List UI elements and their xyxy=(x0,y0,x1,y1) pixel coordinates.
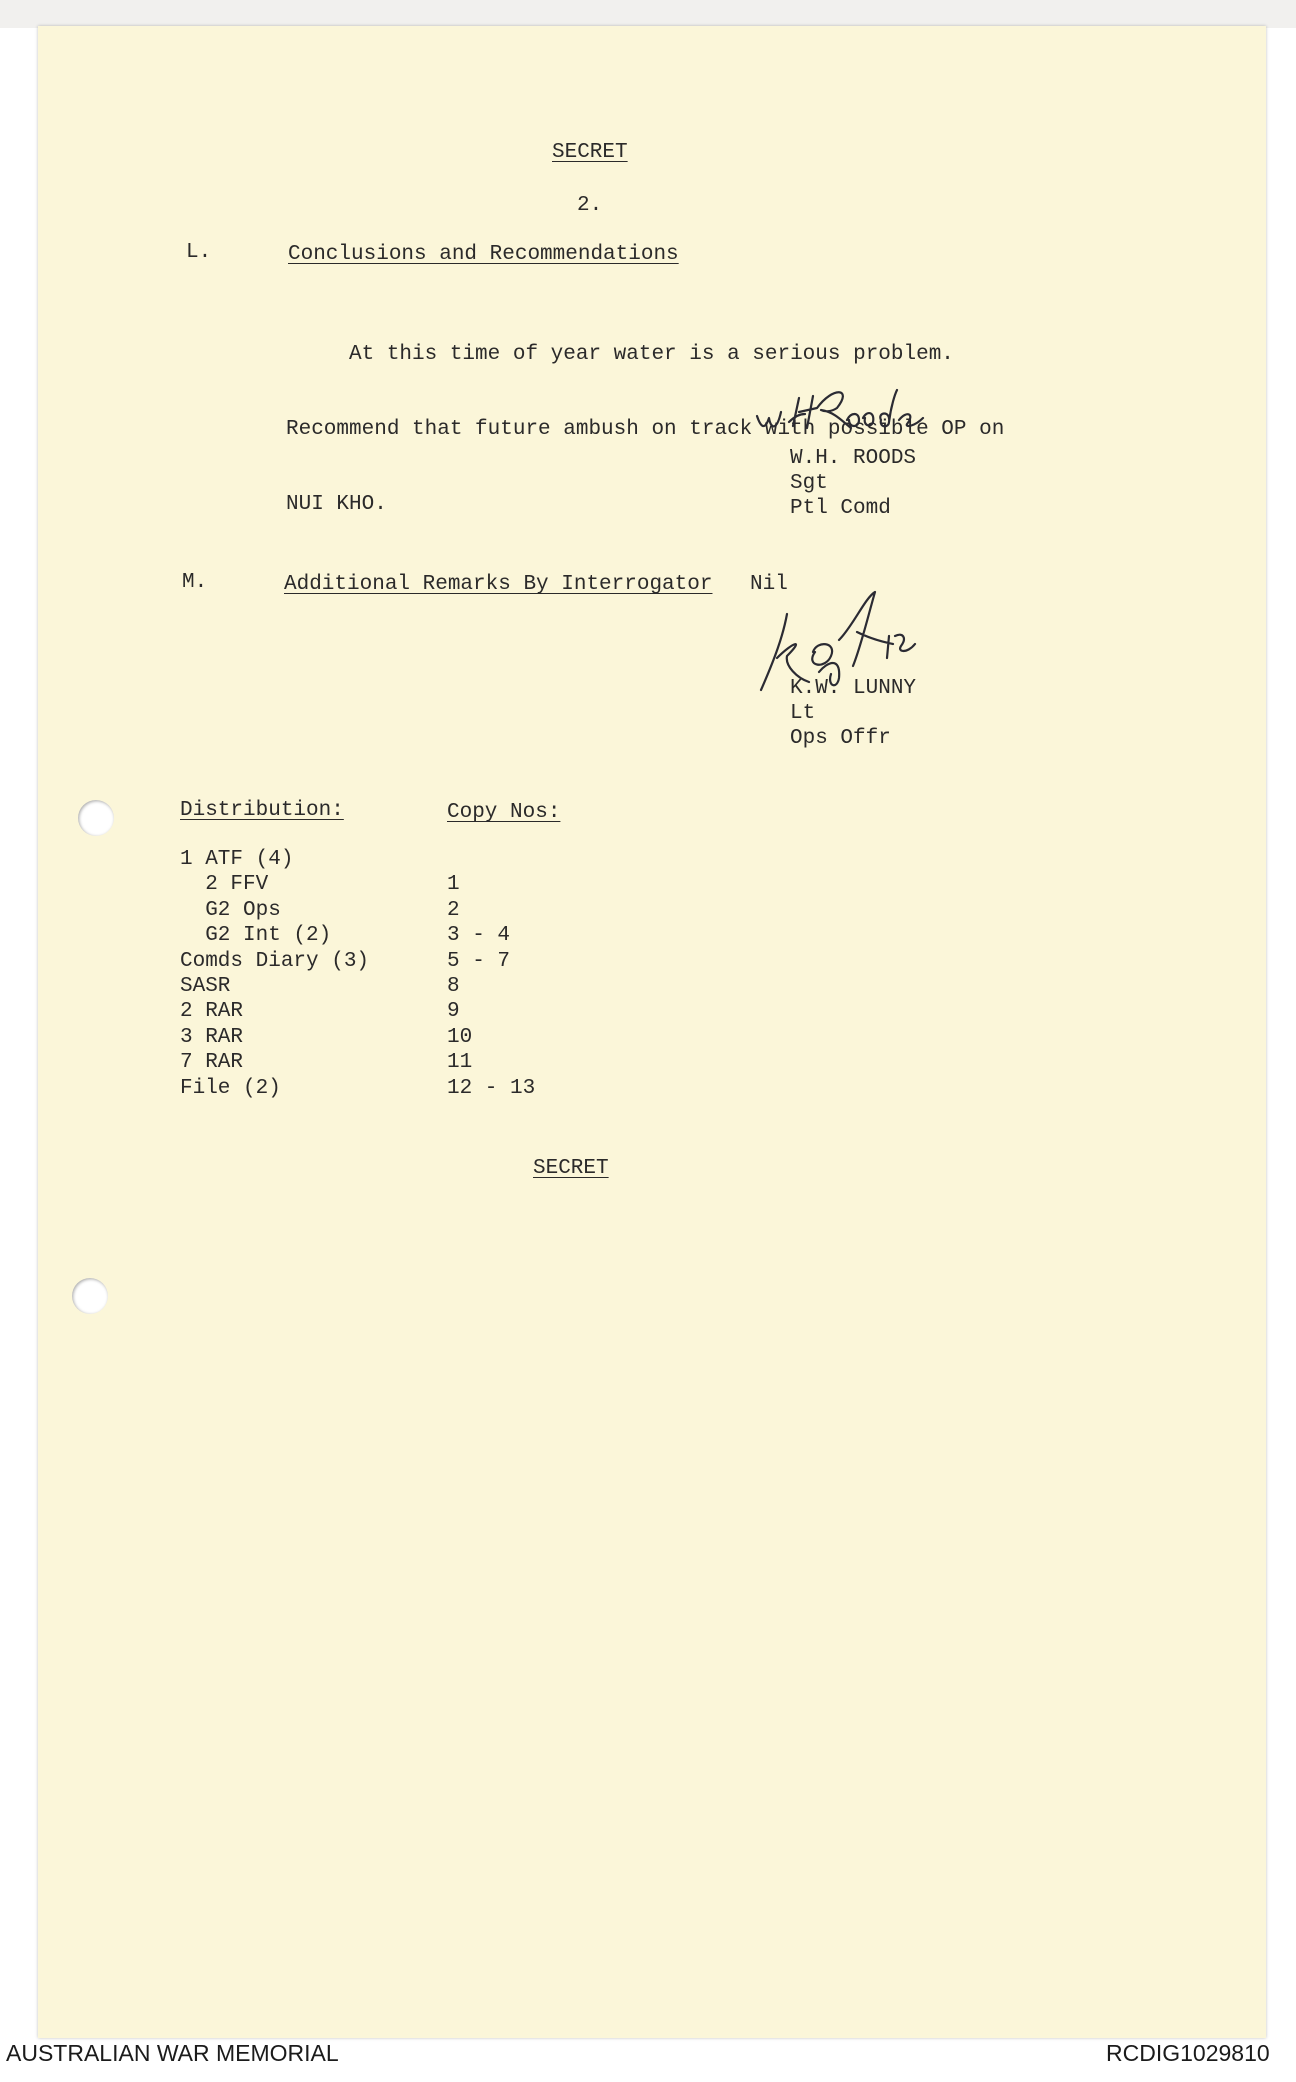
distribution-copy-number: 9 xyxy=(447,1000,460,1024)
distribution-copy-number: 12 - 13 xyxy=(447,1076,536,1100)
additional-remarks-value: Nil xyxy=(750,573,788,596)
top-border xyxy=(0,0,1296,28)
paragraph-line: Recommend that future ambush on track with possible OP on xyxy=(286,418,1005,441)
classification-footer: SECRET xyxy=(533,1157,609,1180)
signatory-name-lunny: K.W. LUNNY xyxy=(790,677,917,700)
footer-record-id: RCDIG1029810 xyxy=(1106,2040,1270,2066)
distribution-recipient: G2 Ops xyxy=(180,898,281,922)
signatory-role-lunny: Ops Offr xyxy=(790,727,891,750)
paragraph-line: NUI KHO. xyxy=(286,493,387,516)
distribution-copy-number: 1 xyxy=(447,873,460,897)
distribution-list xyxy=(180,847,535,1101)
distribution-copy-number: 2 xyxy=(447,898,460,922)
section-heading-additional-remarks: Additional Remarks By Interrogator xyxy=(284,573,713,596)
punch-hole-top xyxy=(78,800,114,836)
classification-header: SECRET xyxy=(552,141,628,164)
signatory-name-roods: W.H. ROODS xyxy=(790,447,917,470)
distribution-row xyxy=(180,923,535,948)
distribution-row xyxy=(180,949,535,974)
paragraph-line: At this time of year water is a serious problem. xyxy=(286,343,954,366)
distribution-recipient: 2 FFV xyxy=(180,873,269,897)
signature-roods xyxy=(755,378,955,438)
distribution-copy-number: 11 xyxy=(447,1051,473,1075)
distribution-recipient: 1 ATF (4) xyxy=(180,848,294,871)
punch-hole-bottom xyxy=(72,1278,108,1314)
distribution-row xyxy=(180,898,535,923)
distribution-recipient: 7 RAR xyxy=(180,1051,244,1075)
distribution-copy-number: 5 - 7 xyxy=(447,949,511,973)
distribution-recipient: 3 RAR xyxy=(180,1025,244,1049)
section-letter-m: M. xyxy=(182,571,208,594)
distribution-copy-number: 8 xyxy=(447,974,460,998)
distribution-recipient: Comds Diary (3) xyxy=(180,949,370,973)
distribution-row xyxy=(180,1076,535,1101)
signatory-rank-lunny: Lt xyxy=(790,702,816,725)
distribution-recipient: 2 RAR xyxy=(180,1000,244,1024)
distribution-row xyxy=(180,847,535,872)
distribution-row xyxy=(180,999,535,1024)
distribution-copy-number: 10 xyxy=(447,1025,473,1049)
section-letter-l: L. xyxy=(186,241,212,264)
distribution-copy-number xyxy=(447,847,535,872)
page-number: 2. xyxy=(577,194,603,217)
copy-numbers-heading: Copy Nos: xyxy=(447,801,561,824)
distribution-row xyxy=(180,1050,535,1075)
distribution-heading: Distribution: xyxy=(180,799,344,822)
section-heading-conclusions: Conclusions and Recommendations xyxy=(288,243,679,266)
footer-source: AUSTRALIAN WAR MEMORIAL xyxy=(6,2040,339,2066)
distribution-recipient: File (2) xyxy=(180,1076,281,1100)
distribution-copy-number: 3 - 4 xyxy=(447,924,511,948)
distribution-row xyxy=(180,872,535,897)
signatory-rank-roods: Sgt xyxy=(790,472,828,495)
distribution-row xyxy=(180,974,535,999)
signatory-role-roods: Ptl Comd xyxy=(790,497,891,520)
distribution-recipient: G2 Int (2) xyxy=(180,924,332,948)
distribution-recipient: SASR xyxy=(180,974,231,998)
distribution-table xyxy=(180,847,535,1101)
distribution-row xyxy=(180,1025,535,1050)
